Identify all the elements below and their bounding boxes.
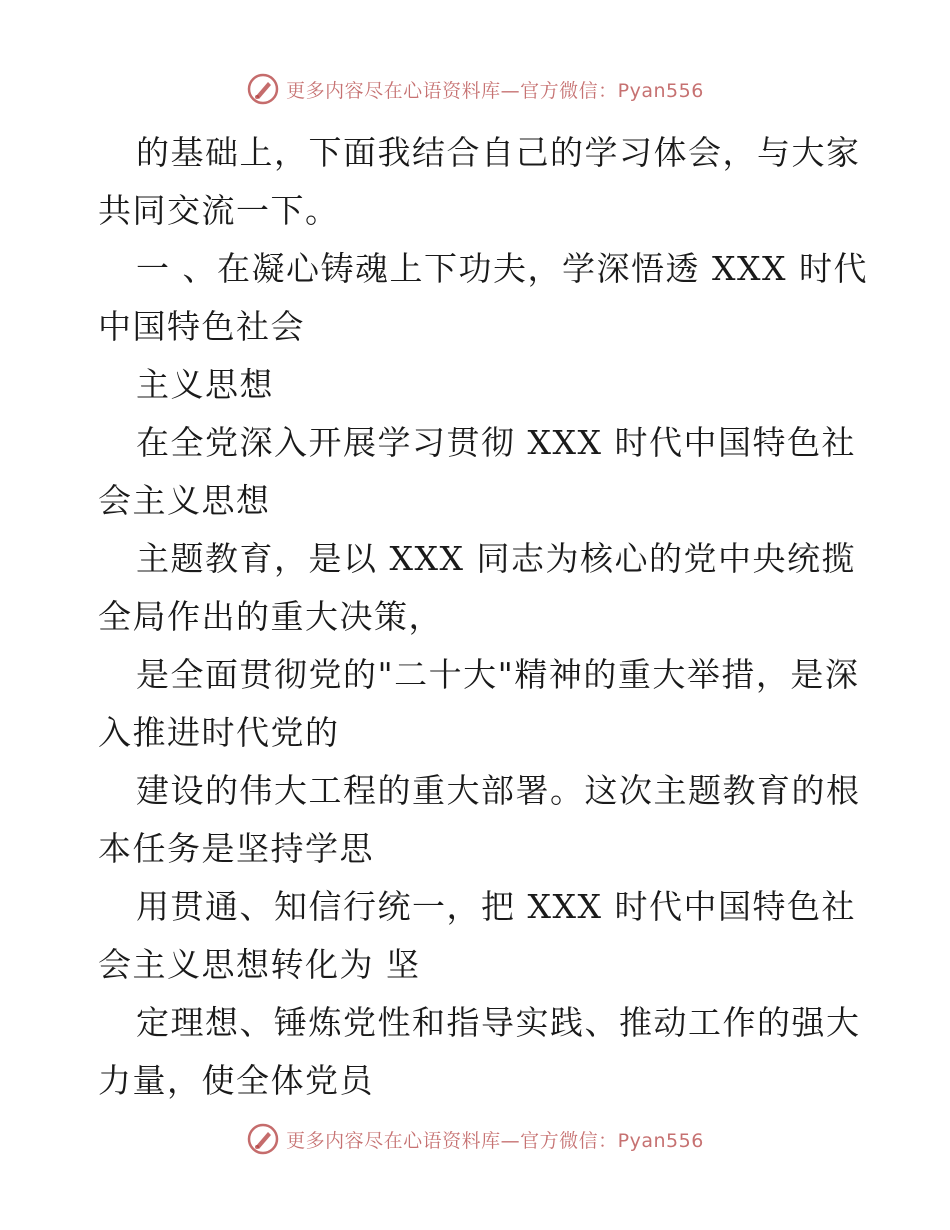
section-heading: 一 、在凝心铸魂上下功夫，学深悟透 XXX 时代: [136, 249, 868, 288]
pen-logo-icon: [246, 72, 280, 106]
text-line: 用贯通、知信行统一，把 XXX 时代中国特色社: [136, 887, 856, 926]
text-line: 是全面贯彻党的"二十大"精神的重大举措，是深: [136, 655, 860, 694]
text-line: 会主义思想: [98, 481, 271, 520]
text-line: 会主义思想转化为 坚: [98, 945, 421, 984]
section-heading-cont: 主义思想: [136, 365, 274, 404]
text-line: 本任务是坚持学思: [98, 829, 374, 868]
text-line: 共同交流一下。: [98, 191, 340, 230]
section-heading-cont: 中国特色社会: [98, 307, 305, 346]
text-line: 入推进时代党的: [98, 713, 340, 752]
document-body: [98, 124, 868, 1110]
text-line: 建设的伟大工程的重大部署。这次主题教育的根: [136, 771, 861, 810]
text-line: 力量，使全体党员: [98, 1061, 374, 1100]
text-line: 的基础上，下面我结合自己的学习体会，与大家: [136, 133, 861, 172]
watermark-text: 更多内容尽在心语资料库—官方微信：Pyan556: [286, 79, 704, 102]
footer-watermark: [0, 1122, 950, 1156]
pen-logo-icon: [246, 1122, 280, 1156]
header-watermark: [0, 72, 950, 106]
text-line: 定理想、锤炼党性和指导实践、推动工作的强大: [136, 1003, 861, 1042]
watermark-text: 更多内容尽在心语资料库—官方微信：Pyan556: [286, 1129, 704, 1152]
text-line: 全局作出的重大决策，: [98, 597, 443, 636]
text-line: 在全党深入开展学习贯彻 XXX 时代中国特色社: [136, 423, 856, 462]
text-line: 主题教育，是以 XXX 同志为核心的党中央统揽: [136, 539, 856, 578]
